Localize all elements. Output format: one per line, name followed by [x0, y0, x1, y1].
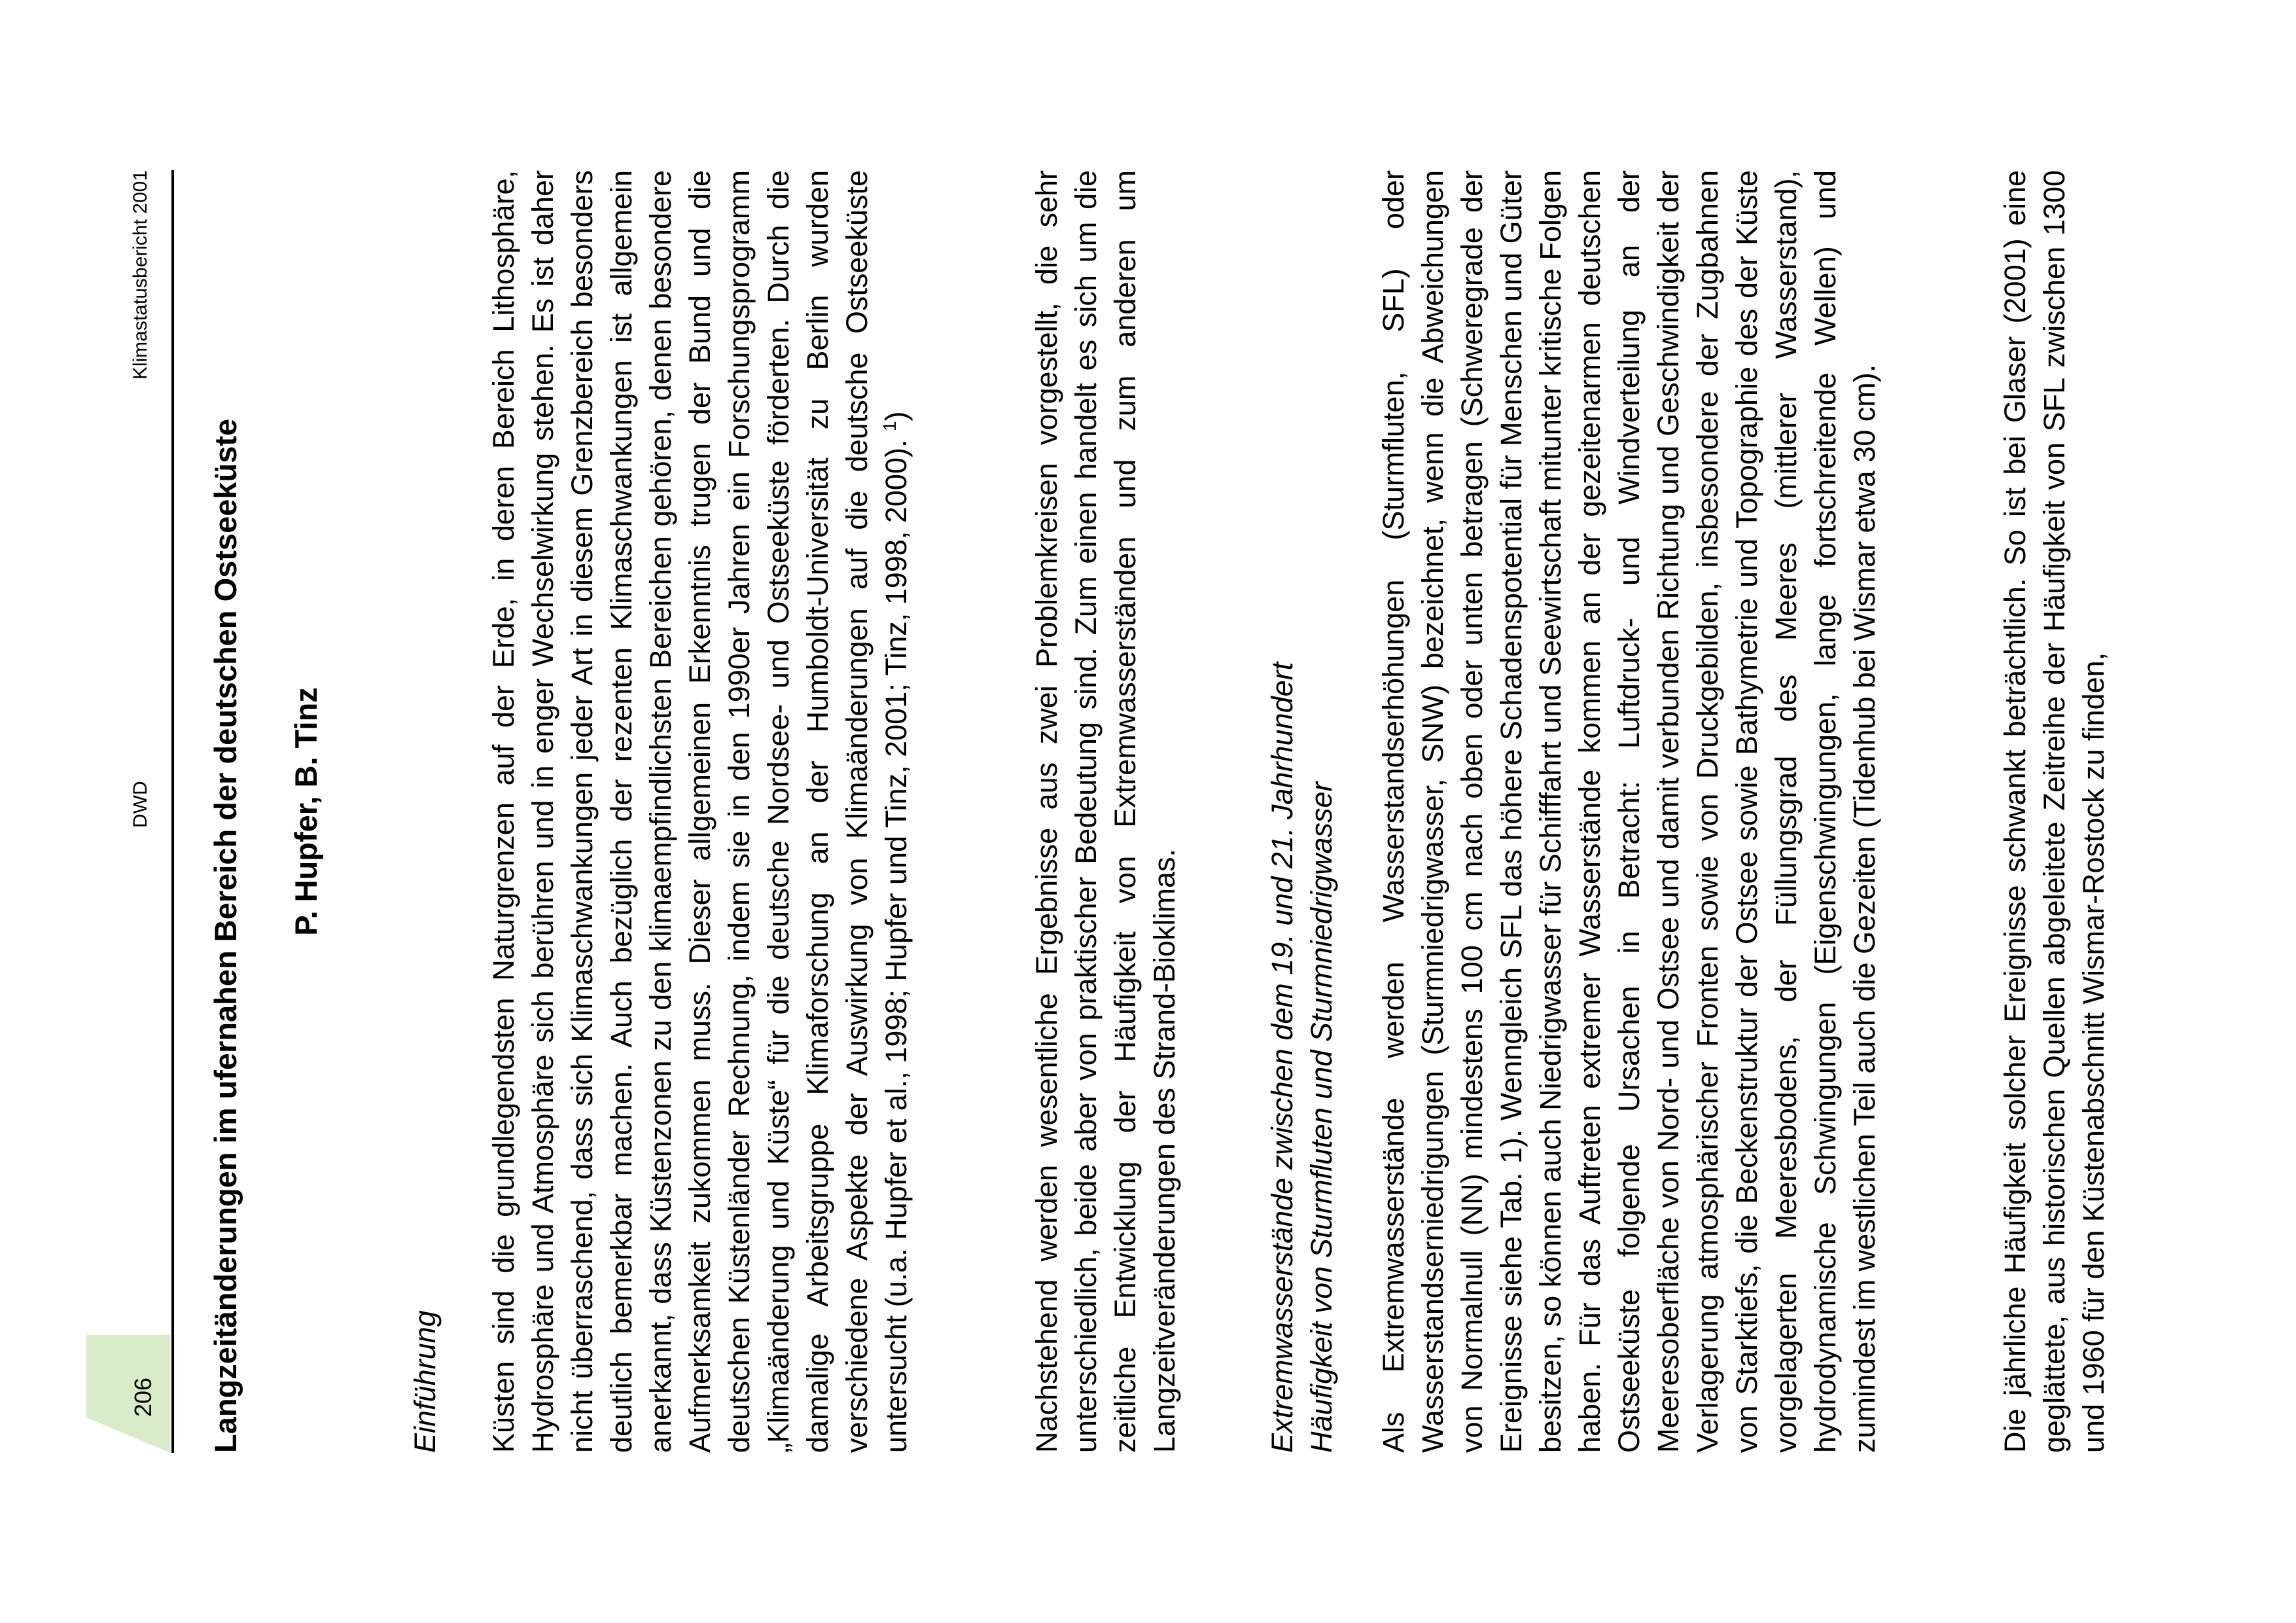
- header-report-title: Klimastatusbericht 2001: [130, 170, 151, 380]
- section-heading-line-1: Extremwasserstände zwischen dem 19. und 21. Jahrhundert: [1265, 662, 1299, 1453]
- page-header: [124, 170, 170, 1453]
- paragraph-frequency: Die jährliche Häufigkeit solcher Ereignisse schwankt beträchtlich. So ist bei Glaser (2001) eine geglättete, aus historischen Quellen abgeleitete Zeitreihe der Häufigkeit von SFL zwischen 1300 und 1960 für den Küstenabschnitt Wismar-Rostock zu finden,: [1998, 170, 2110, 1453]
- section-heading-extreme-water-levels: [1263, 170, 1341, 1453]
- section-heading-introduction: Einführung: [408, 1310, 442, 1453]
- paragraph-extreme-water-levels: Als Extremwasserstände werden Wasserstandserhöhungen (Sturmfluten, SFL) oder Wasserstandserniedrigungen (Sturmniedrigwasser, SNW) bezeichnet, wenn die Abweichungen von Normalnull (NN) mindestens 100 cm nach oben oder unten betragen (Schweregrade der Ereignisse siehe Tab. 1). Wenngleich SFL das höhere Schadenspotential für Menschen und Güter besitzen, so können auch Niedrigwasser für Schifffahrt und Seewirtschaft mitunter kritische Folgen haben. Für das Auftreten extremer Wasserstände kommen an der gezeitenarmen deutschen Ostseeküste folgende Ursachen in Betracht: Luftdruck- und Windverteilung an der Meeresoberfläche von Nord- und Ostsee und damit verbunden Richtung und Geschwindigkeit der Verlagerung atmosphärischer Fronten sowie von Druckgebilden, insbesondere der Zugbahnen von Starktiefs, die Beckenstruktur der Ostsee sowie Bathymetrie und Topographie des der Küste vorgelagerten Meeresbodens, der Füllungsgrad des Meeres (mittlerer Wasserstand), hydrodynamische Schwingungen (Eigenschwingungen, lange fortschreitende Wellen) und zumindest im westlichen Teil auch die Gezeiten (Tidenhub bei Wismar etwa 30 cm).: [1377, 170, 1881, 1453]
- page-number-badge: [86, 1335, 170, 1453]
- paragraph-introduction: [484, 170, 916, 1453]
- header-publisher: DWD: [130, 781, 151, 828]
- paragraph-introduction-text: Küsten sind die grundlegendsten Naturgrenzen auf der Erde, in deren Bereich Lithosphäre, Hydrosphäre und Atmosphäre sich berühren und in enger Wechselwirkung stehen. Es ist daher nicht überraschend, dass sich Klimaschwankungen jeder Art in diesem Grenzbereich besonders deutlich bemerkbar machen. Auch bezüglich der rezenten Klimaschwankungen ist allgemein anerkannt, dass Küstenzonen zu den klimaempfindlichsten Bereichen gehören, denen besondere Aufmerksamkeit zukommen muss. Dieser allgemeinen Erkenntnis trugen der Bund und die deutschen Küstenländer Rechnung, indem sie in den 1990er Jahren ein Forschungsprogramm „Klimaänderung und Küste“ für die deutsche Nordsee- und Ostseeküste förderten. Durch die damalige Arbeitsgruppe Klimaforschung an der Humboldt-Universität zu Berlin wurden verschiedene Aspekte der Auswirkung von Klimaänderungen auf die deutsche Ostseeküste untersucht (u.a. Hupfer et al., 1998; Hupfer und Tinz, 2001; Tinz, 1998, 2000).: [487, 170, 913, 1453]
- paragraph-overview: Nachstehend werden wesentliche Ergebnisse aus zwei Problemkreisen vorgestellt, die sehr unterschiedlich, beide aber von praktischer Bedeutung sind. Zum einen handelt es sich um die zeitliche Entwicklung der Häufigkeit von Extremwasserständen und zum anderen um Langzeitveränderungen des Strand-Bioklimas.: [1030, 170, 1181, 1453]
- article-authors: P. Hupfer, B. Tinz: [289, 687, 323, 936]
- footnote-paren: ): [879, 411, 913, 421]
- footnote-marker: 1: [879, 421, 900, 432]
- section-heading-line-2: Häufigkeit von Sturmfluten und Sturmniedrigwasser: [1305, 781, 1338, 1453]
- header-rule: [171, 170, 174, 1453]
- article-title: Langzeitänderungen im ufernahen Bereich der deutschen Ostseeküste: [208, 418, 243, 1453]
- page-number: 206: [130, 1377, 156, 1417]
